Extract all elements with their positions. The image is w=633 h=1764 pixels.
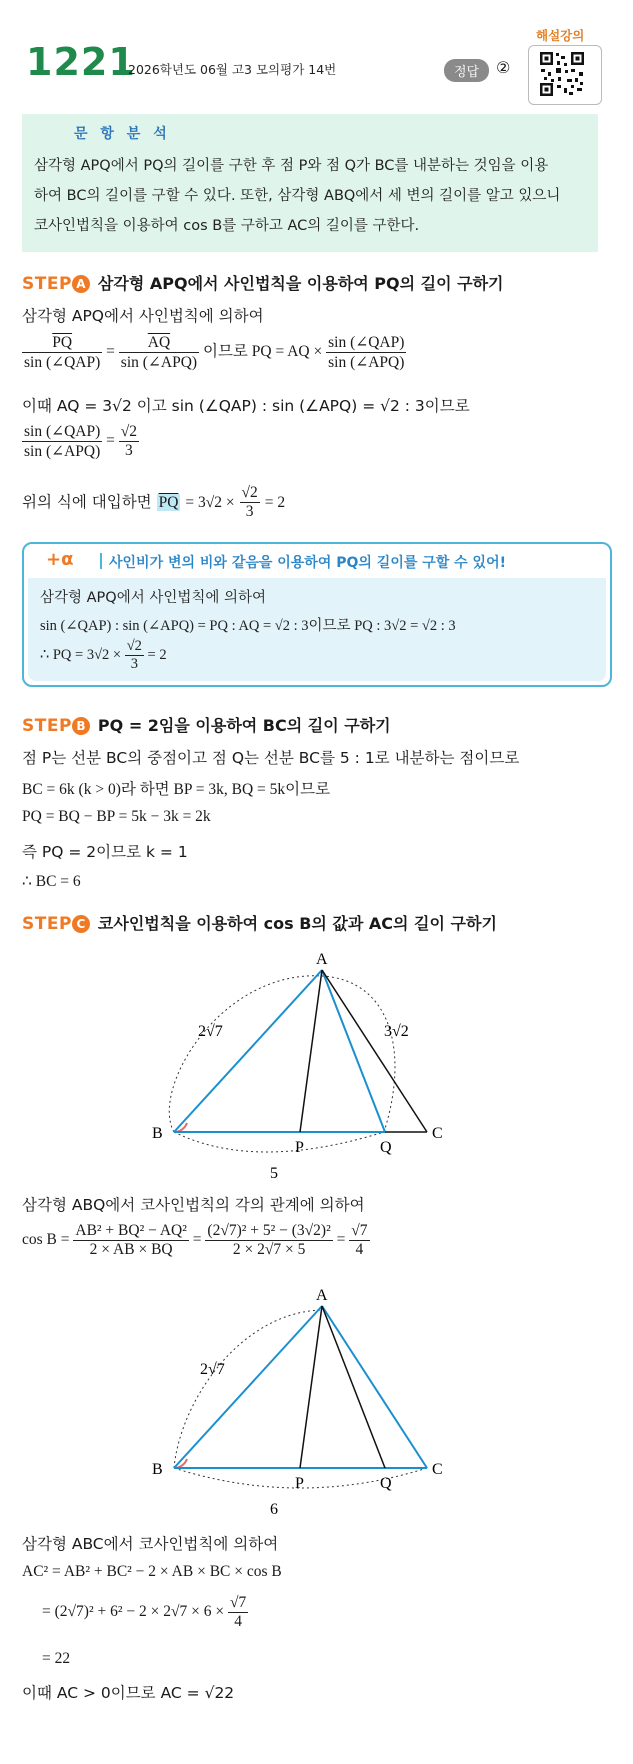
equation-text: = (2√7)² + 6² − 2 × 2√7 × 6 × [42,1603,225,1621]
vertex-label: B [152,1125,163,1142]
length-label: 5 [270,1165,278,1180]
arc-dashed [169,976,395,1132]
step-b-heading [22,713,391,736]
sine-ratio-equation [22,422,139,461]
fraction-numerator: (2√7)² + 5² − (3√2)² [207,1222,331,1239]
equals-sign: = [106,343,115,361]
equation-text: PQ = AQ × [251,343,323,361]
step-tag: STEP [22,914,72,934]
fraction-denominator: 3 [245,503,254,520]
fraction-numerator: √2 [126,638,142,654]
plus-alpha-icon: +α [46,549,74,570]
point-label: P [295,1139,304,1156]
analysis-line: 삼각형 APQ에서 PQ의 길이를 구한 후 점 P와 점 Q가 BC를 내분하는 것임을 이용 [34,158,549,174]
tip-line: sin (∠QAP) : sin (∠APQ) = PQ : AQ = √2 : 3이므로 PQ : 3√2 = √2 : 3 [40,618,456,634]
segment-aq [322,970,385,1132]
substitution-line [22,484,285,521]
fraction-numerator: $\overline{PQ}$ [22,334,102,353]
step-c-text: 삼각형 ABC에서 코사인법칙에 의하여 [22,1535,279,1553]
analysis-line: 코사인법칙을 이용하여 cos B를 구하고 AC의 길이를 구한다. [34,218,420,234]
tip-header [24,544,610,578]
divider [100,553,102,569]
analysis-box [22,114,598,252]
tip-box [22,542,612,687]
analysis-title: 문 항 분 석 [74,126,171,142]
fraction-denominator: 4 [234,1613,242,1630]
step-title: PQ = 2임을 이용하여 BC의 길이 구하기 [97,716,391,735]
point-label: Q [380,1475,392,1492]
step-c-heading [22,911,497,934]
exam-info: 2026학년도 06월 고3 모의평가 14번 [128,62,337,77]
fraction-numerator: √7 [229,1594,247,1611]
step-b-line: BC = 6k (k > 0)라 하면 BP = 3k, BQ = 5k이므로 [22,781,331,798]
step-letter-badge: A [72,275,90,293]
step-c-text: 삼각형 ABQ에서 코사인법칙의 각의 관계에 의하여 [22,1196,365,1214]
tip-body [28,578,606,681]
length-label: 2√7 [200,1361,225,1378]
fraction-numerator: sin (∠QAP) [24,423,101,440]
point-label: P [295,1475,304,1492]
step-a-text: 이때 AQ = 3√2 이고 sin (∠QAP) : sin (∠APQ) = √2 : 3이므로 [22,397,470,415]
computation-result: = 22 [42,1650,71,1667]
length-label: 3√2 [384,1023,409,1040]
step-letter-badge: C [72,915,90,933]
fraction-denominator: 4 [355,1241,364,1258]
fraction-denominator: sin (∠APQ) [328,354,405,371]
step-letter-badge: B [72,717,90,735]
segment-ac [322,1306,427,1468]
step-title: 삼각형 APQ에서 사인법칙을 이용하여 PQ의 길이 구하기 [97,274,504,293]
step-tag: STEP [22,274,72,294]
segment-ap [300,970,322,1132]
header [0,0,633,105]
step-b-line: ∴ BC = 6 [22,873,81,890]
fraction-denominator: 3 [130,656,138,672]
fraction-numerator: √2 [241,484,258,501]
step-a-heading [22,271,504,294]
segment-ap [300,1306,322,1468]
fraction-denominator: sin (∠QAP) [24,353,101,371]
question-number: 1221 [26,40,136,84]
final-answer-line: 이때 AC > 0이므로 AC = √22 [22,1684,235,1702]
equation-text: cos B = [22,1231,70,1249]
step-b-line: 즉 PQ = 2이므로 k = 1 [22,843,188,861]
computation-line [42,1594,248,1631]
vertex-label: C [432,1461,443,1478]
answer-label: 정답 [444,59,489,82]
equals-sign: = [106,432,115,450]
substitution-text: 위의 식에 대입하면 [22,493,152,511]
segment-ab [174,1306,322,1468]
step-tag: STEP [22,716,72,736]
law-of-cosines-line: AC² = AB² + BC² − 2 × AB × BC × cos B [22,1563,282,1580]
step-b-line: PQ = BQ − BP = 5k − 3k = 2k [22,808,211,825]
tip-title: 사인비가 변의 비와 같음을 이용하여 PQ의 길이를 구할 수 있어! [109,555,506,571]
sine-law-equation [22,333,406,372]
qr-code-icon[interactable] [538,50,586,98]
triangle-figure-abq [140,940,460,1180]
vertex-label: A [316,1287,328,1304]
fraction-denominator: sin (∠APQ) [120,353,198,371]
step-title: 코사인법칙을 이용하여 cos B의 값과 AC의 길이 구하기 [97,914,497,933]
fraction-denominator: sin (∠APQ) [24,443,101,460]
tip-result-line [40,638,167,673]
arc-dashed [174,1132,384,1152]
fraction-numerator: AB² + BQ² − AQ² [75,1222,187,1239]
highlighted-pq: $\overline{PQ}$ [158,494,179,511]
equation-text: = 2 [147,646,167,663]
point-label: Q [380,1139,392,1156]
answer-value: ② [496,58,511,77]
segment-ab [174,970,322,1132]
fraction-numerator: √2 [120,423,138,440]
length-label: 6 [270,1501,278,1518]
equation-text: = 3√2 × [185,494,235,511]
length-label: 2√7 [198,1023,223,1040]
vertex-label: C [432,1125,443,1142]
fraction-denominator: 2 × 2√7 × 5 [232,1241,306,1258]
vertex-label: B [152,1461,163,1478]
equation-text: ∴ PQ = 3√2 × [40,646,122,663]
lecture-label: 해설강의 [536,28,585,43]
step-b-line: 점 P는 선분 BC의 중점이고 점 Q는 선분 BC를 5 : 1로 내분하는 점이므로 [22,749,520,767]
triangle-figure-abc [140,1282,460,1522]
fraction-numerator: √7 [351,1222,368,1239]
tip-line: 삼각형 APQ에서 사인법칙에 의하여 [40,590,266,606]
cos-b-equation: cos B = $\frac{\text{AB² + BQ² − AQ²}}{2 \times AB \times BQ}$ = $\frac{\text{(2√7)² + 5² − (3√2)²}}{2 \times 2√7 \times 5}$ = $\frac{√7}{4}$ [22,1222,368,1258]
step-a-text: 삼각형 APQ에서 사인법칙에 의하여 [22,307,264,325]
equation-text: = 2 [264,494,286,511]
fraction-denominator: 2 × AB × BQ [89,1241,173,1258]
analysis-line: 하여 BC의 길이를 구할 수 있다. 또한, 삼각형 ABQ에서 세 변의 길이를 알고 있으니 [34,188,561,204]
connective-text: 이므로 [202,342,248,361]
fraction-numerator: $\overline{AQ}$ [119,334,199,353]
vertex-label: A [316,951,328,968]
fraction-denominator: 3 [125,442,133,459]
fraction-numerator: sin (∠QAP) [328,334,405,351]
